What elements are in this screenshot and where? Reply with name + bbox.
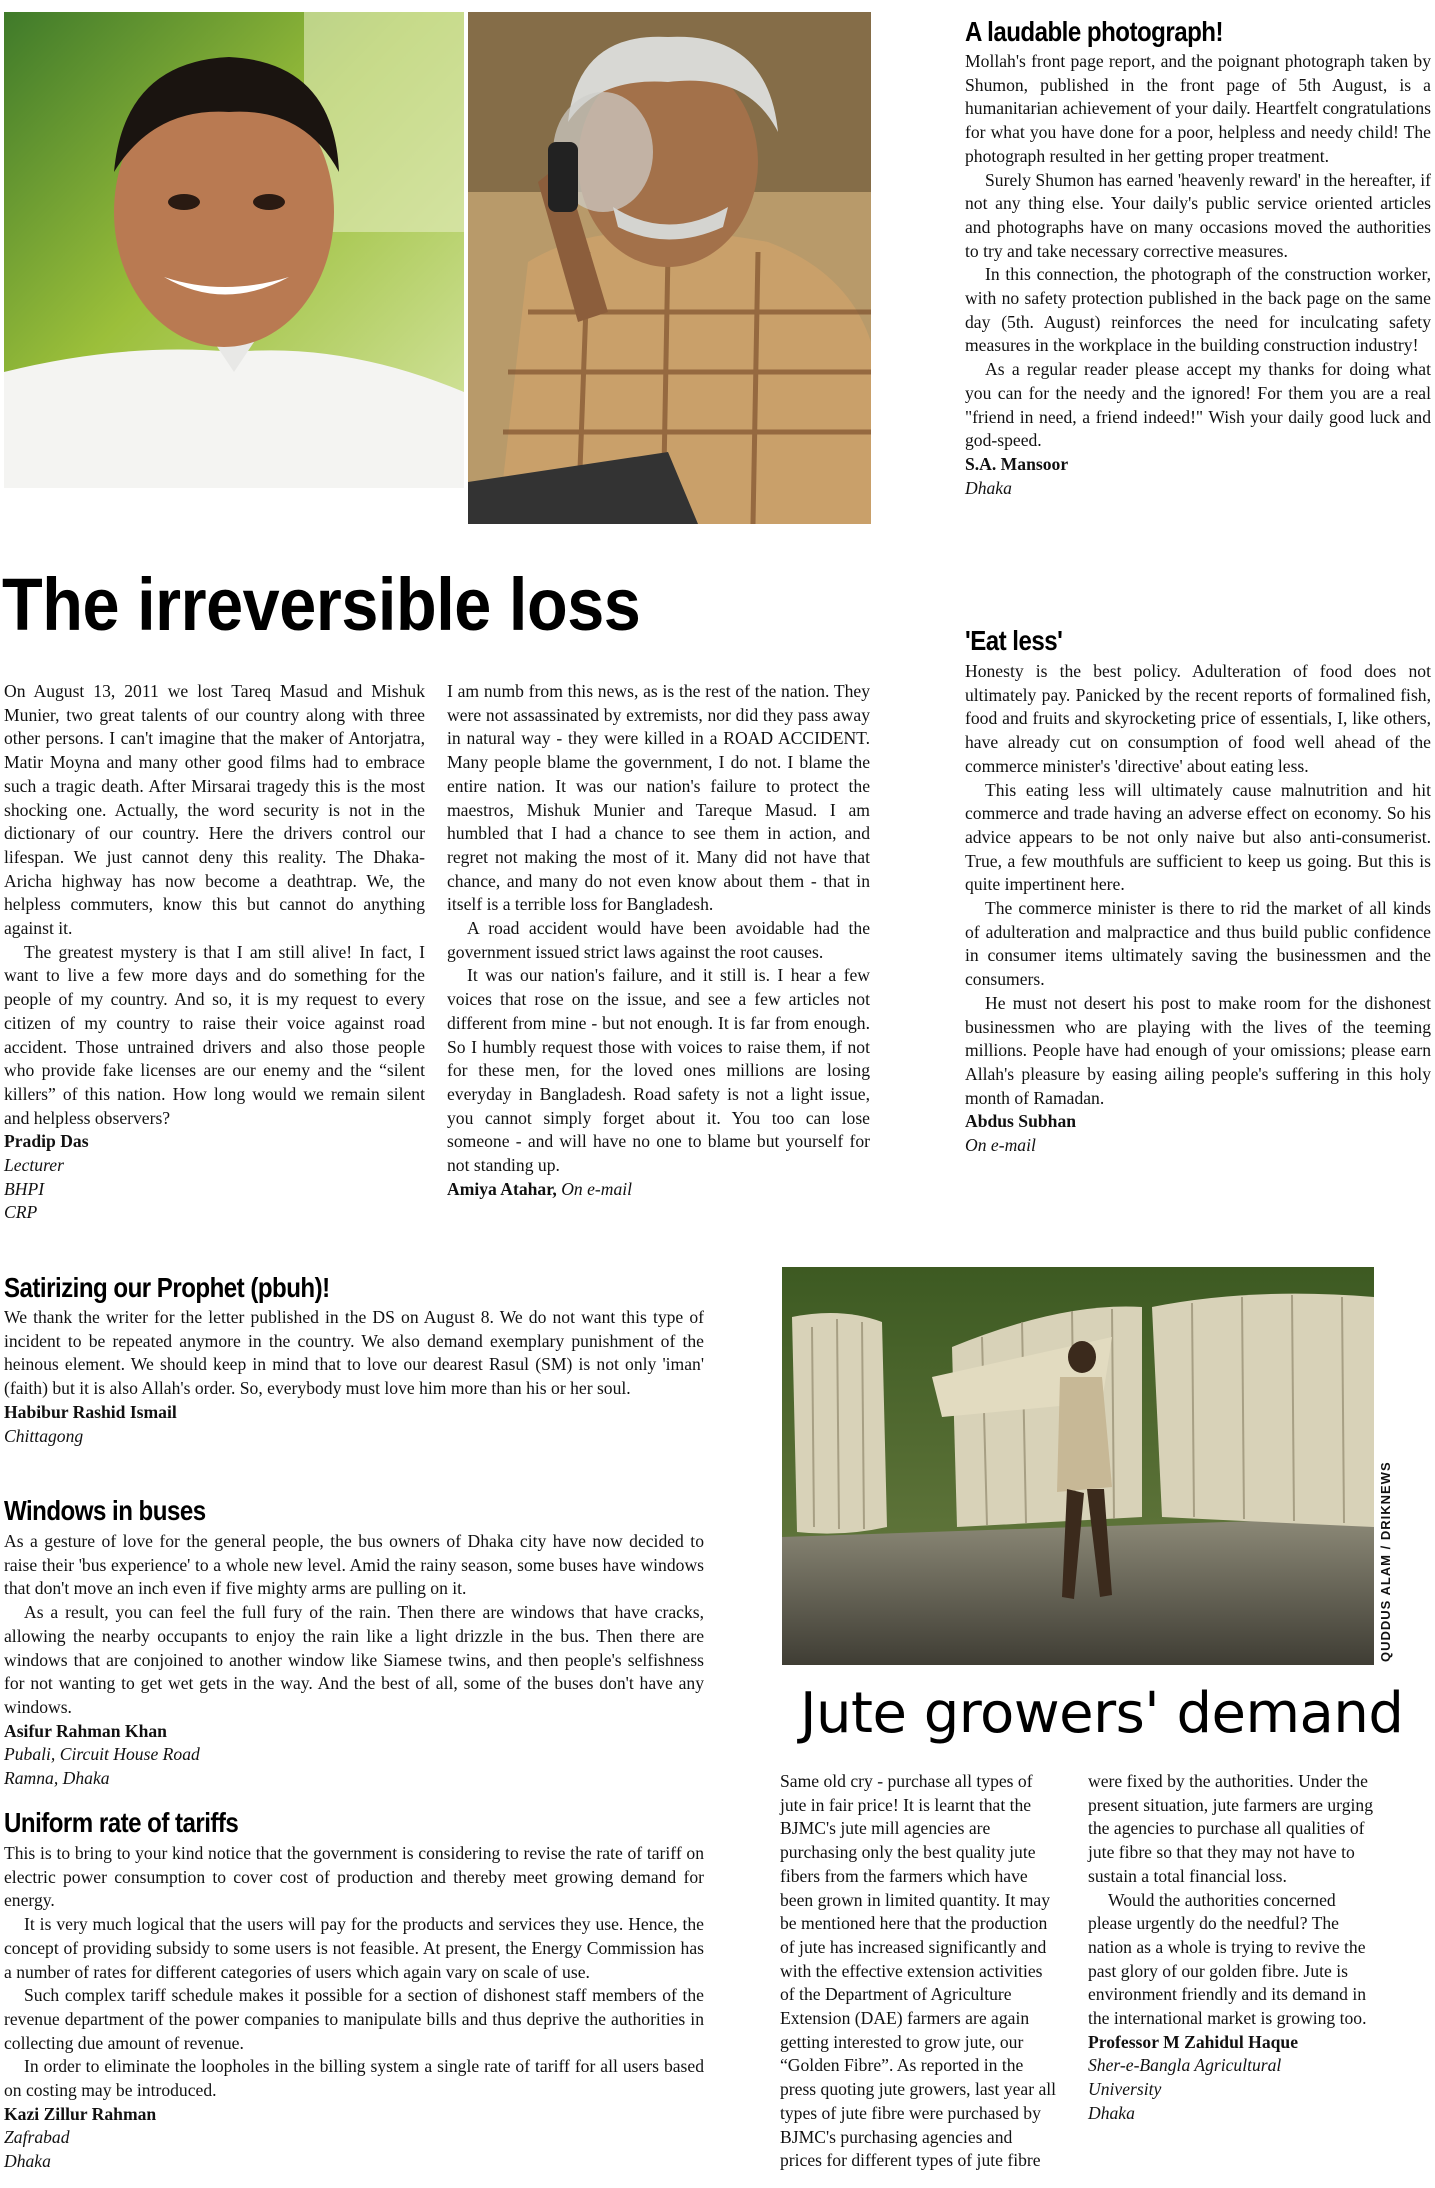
photo-mishuk-munier	[468, 12, 871, 524]
letter-laudable-photograph	[965, 14, 1431, 500]
letter-signature	[4, 1401, 704, 1448]
photo-tareq-masud	[4, 12, 464, 488]
letter-body	[4, 1306, 704, 1448]
sig-name: Professor M Zahidul Haque	[1088, 2031, 1299, 2052]
jute-col2-para: Would the authorities concerned please urgently do the needful? The nation as a whole is trying to revive the past glory of our golden fibre. Jute is environment friendly and its demand in the international market is growing too.	[1088, 1889, 1367, 2029]
lead-col1-para: The greatest mystery is that I am still alive! In fact, I want to live a few more days and do something for the people of my country. And so, it is my request to every citizen of my country to raise their voice against road accident. Those untrained drivers and also those people who provide fake licenses are our enemy and the “silent killers” of this nation. How long would we remain silent and helpless observers?	[4, 941, 425, 1128]
letter-satirizing-prophet	[4, 1270, 704, 1448]
sig-aff: Dhaka	[1088, 2102, 1135, 2123]
letter-title: Windows in buses	[4, 1495, 206, 1526]
letter-title: Uniform rate of tariffs	[4, 1807, 239, 1838]
sig-name: Kazi Zillur Rahman	[4, 2103, 157, 2124]
lead-col2-para: It was our nation's failure, and it still is. I hear a few voices that rose on the issue, and see a few articles not different from mine - but not enough. It is far from enough. So I humbly request those with voices to raise them, if not for these men, for the loved ones millions are losing everyday in Bangladesh. Road safety is not a light issue, you cannot simply forget about it. You too can lose someone - and will have no one to blame but yourself for not standing up.	[447, 965, 870, 1176]
jute-letter-col2	[1088, 1770, 1373, 2126]
letter-signature	[965, 453, 1431, 500]
letter-para: It is very much logical that the users will pay for the products and services they use. Hence, the concept of providing subsidy to some users is not feasible. At present, the Energy Commission has a number of rates for different categories of users which again vary on scale of use.	[4, 1914, 704, 1982]
jute-col1-para: Same old cry - purchase all types of jute in fair price! It is learnt that the BJMC's jute mill agencies are purchasing only the best quality jute fibers from the farmers which have been grown in limited quantity. It may be mentioned here that the production of jute has increased significantly and with the effective extension activities of the Department of Agriculture Extension (DAE) farmers are again getting interested to grow jute, our “Golden Fibre”. As reported in the press quoting jute growers, last year all types of jute fibre were purchased by BJMC's purchasing agencies and prices for different types of jute fibre	[780, 1771, 1057, 2171]
sig-aff: University	[1088, 2079, 1162, 2100]
jute-col2-para: were fixed by the authorities. Under the present situation, jute farmers are urging the agencies to purchase all qualities of jute fibre so that they may not have to sustain a total financial loss.	[1088, 1771, 1373, 1886]
letter-signature	[965, 1110, 1431, 1157]
letter-para: As a regular reader please accept my thanks for doing what you can for the needy and the ignored! For them you are a real "friend in need, a friend indeed!" Wish your daily good luck and god-speed.	[965, 359, 1431, 451]
sig-name: S.A. Mansoor	[965, 453, 1069, 474]
letter-para: In order to eliminate the loopholes in the billing system a single rate of tariff for all users based on costing may be introduced.	[4, 2056, 704, 2101]
letter-para: As a result, you can feel the full fury of the rain. Then there are windows that have cracks, allowing the nearby occupants to enjoy the rain like a light drizzle in the bus. Then there are windows that are conjoined to another window like Siamese twins, and then people's selfishness for not wanting to get wet gets in the way. And the best of all, some of the buses don't have any windows.	[4, 1602, 704, 1717]
letter-windows-in-buses	[4, 1492, 704, 1791]
lead-headline: The irreversible loss	[2, 563, 641, 646]
jute-signature	[1088, 2031, 1373, 2126]
letter-para: He must not desert his post to make room for the dishonest businessmen who are playing with the lives of the teeming millions. People have had enough of your omissions; please earn Allah's pleasure by easing ailing people's suffering in this holy month of Ramadan.	[965, 992, 1431, 1108]
letter-para: Honesty is the best policy. Adulteration of food does not ultimately pay. Panicked by the recent reports of formalined fish, food and fruits and skyrocketing price of essentials, I, like others, have already cut on consumption of food well ahead of the commerce minister's 'directive' about eating less.	[965, 661, 1431, 776]
sig-aff: Chittagong	[4, 1425, 84, 1446]
letter-para: Surely Shumon has earned 'heavenly reward' in the hereafter, if not any thing else. Your daily's public service oriented articles and photographs have on many occasions moved the authorities to try and take necessary corrective measures.	[965, 169, 1431, 261]
lead-col2-para: I am numb from this news, as is the rest of the nation. They were not assassinated by extremists, nor did they pass away in natural way - they were killed in a ROAD ACCIDENT. Many people blame the government, I do not. I blame the entire nation. It was our nation's failure to protect the maestros, Mishuk Munier and Tareque Masud. I am humbled that I had a chance to see them in action, and regret not making the most of it. Many did not have that chance, and many do not even know about them - that in itself is a terrible loss for Bangladesh.	[447, 681, 870, 915]
letter-para: This eating less will ultimately cause malnutrition and hit commerce and trade having an adverse effect on economy. So his advice appears to be not only naive but also anti-consumerist. True, a few mouthfuls are sufficient to keep us going. But this is quite impertinent here.	[965, 779, 1431, 895]
letter-para: Mollah's front page report, and the poignant photograph taken by Shumon, published in the front page of 5th August, is a humanitarian achievement of your daily. Heartfelt congratulations for what you have done for a poor, helpless and needy child! The photograph resulted in her getting proper treatment.	[965, 51, 1431, 166]
letter-body	[965, 50, 1431, 500]
letter-para: Such complex tariff schedule makes it possible for a section of dishonest staff members of the revenue department of the power companies to manipulate bills and thus deprive the authorities in collecting due amount of revenue.	[4, 1985, 704, 2053]
letter-para: We thank the writer for the letter published in the DS on August 8. We do not want this type of incident to be repeated anymore in the country. We also demand exemplary punishment of the heinous element. We should keep in mind that to love our dearest Rasul (SM) is not only 'iman' (faith) but it is also Allah's order. So, everybody must love him more than his or her soul.	[4, 1307, 704, 1399]
letter-body	[4, 1530, 704, 1791]
lead-sig2-name: Amiya Atahar,	[447, 1178, 557, 1199]
letter-signature	[4, 2103, 704, 2174]
jute-headline: Jute growers' demand	[800, 1681, 1404, 1746]
letter-eat-less	[965, 622, 1431, 1158]
letter-para: As a gesture of love for the general people, the bus owners of Dhaka city have now decided to raise their 'bus experience' to a whole new level. Amid the rainy season, some buses have windows that don't move an inch even if five mighty arms are pulling on it.	[4, 1531, 704, 1599]
lead-sig1-aff: BHPI	[4, 1178, 45, 1199]
sig-aff: Ramna, Dhaka	[4, 1768, 110, 1789]
lead-col2-para: A road accident would have been avoidable had the government issued strict laws against the root causes.	[447, 918, 870, 962]
lead-letter-col2	[447, 680, 870, 1201]
letter-para: The commerce minister is there to rid the market of all kinds of adulteration and malpractice and thus build public confidence in consumer items ultimately saving the businessmen and the consumers.	[965, 898, 1431, 990]
letter-para: This is to bring to your kind notice that the government is considering to revise the rate of tariff on electric power consumption to cover cost of production and thereby meet growing demand for energy.	[4, 1843, 704, 1911]
lead-sig2-aff: On e-mail	[561, 1178, 633, 1199]
lead-signature-1	[4, 1130, 425, 1225]
lead-sig1-aff: Lecturer	[4, 1155, 64, 1176]
photo-credit: QUDDUS ALAM / DRIKNEWS	[1378, 1461, 1393, 1662]
lead-sig1-name: Pradip Das	[4, 1131, 89, 1152]
lead-signature-2	[447, 1178, 870, 1202]
sig-aff: Zafrabad	[4, 2127, 70, 2148]
letter-body	[4, 1842, 704, 2174]
sig-aff: Dhaka	[4, 2151, 51, 2172]
sig-aff: Sher-e-Bangla Agricultural	[1088, 2055, 1282, 2076]
letter-para: In this connection, the photograph of the construction worker, with no safety protection published in the back page on the same day (5th. August) reinforces the need for inculcating safety measures in the workplace in the building construction industry!	[965, 264, 1431, 356]
letter-body	[965, 660, 1431, 1158]
lead-col1-para: On August 13, 2011 we lost Tareq Masud and Mishuk Munier, two great talents of our country along with three other persons. I can't imagine that the maker of Antorjatra, Matir Moyna and many other good films had to embrace such a tragic death. After Mirsarai tragedy this is the most shocking one. Actually, the word security is not in the dictionary of our country. Here the drivers control our lifespan. We just cannot deny this reality. The Dhaka-Aricha highway has now become a deathtrap. We, the helpless commuters, know this but cannot do anything against it.	[4, 681, 425, 939]
letter-signature	[4, 1720, 704, 1791]
letter-title: A laudable photograph!	[965, 16, 1223, 47]
lead-letter-col1	[4, 680, 425, 1225]
jute-letter-col1	[780, 1770, 1057, 2173]
letter-title: 'Eat less'	[965, 625, 1063, 656]
letter-title: Satirizing our Prophet (pbuh)!	[4, 1272, 330, 1303]
sig-aff: Dhaka	[965, 477, 1012, 498]
sig-name: Habibur Rashid Ismail	[4, 1401, 177, 1422]
photo-jute-farmer	[782, 1267, 1374, 1665]
sig-name: Asifur Rahman Khan	[4, 1720, 167, 1741]
sig-aff: Pubali, Circuit House Road	[4, 1744, 200, 1765]
sig-name: Abdus Subhan	[965, 1111, 1077, 1132]
lead-sig1-aff: CRP	[4, 1202, 38, 1223]
letter-uniform-tariffs	[4, 1804, 704, 2174]
sig-aff: On e-mail	[965, 1135, 1036, 1156]
